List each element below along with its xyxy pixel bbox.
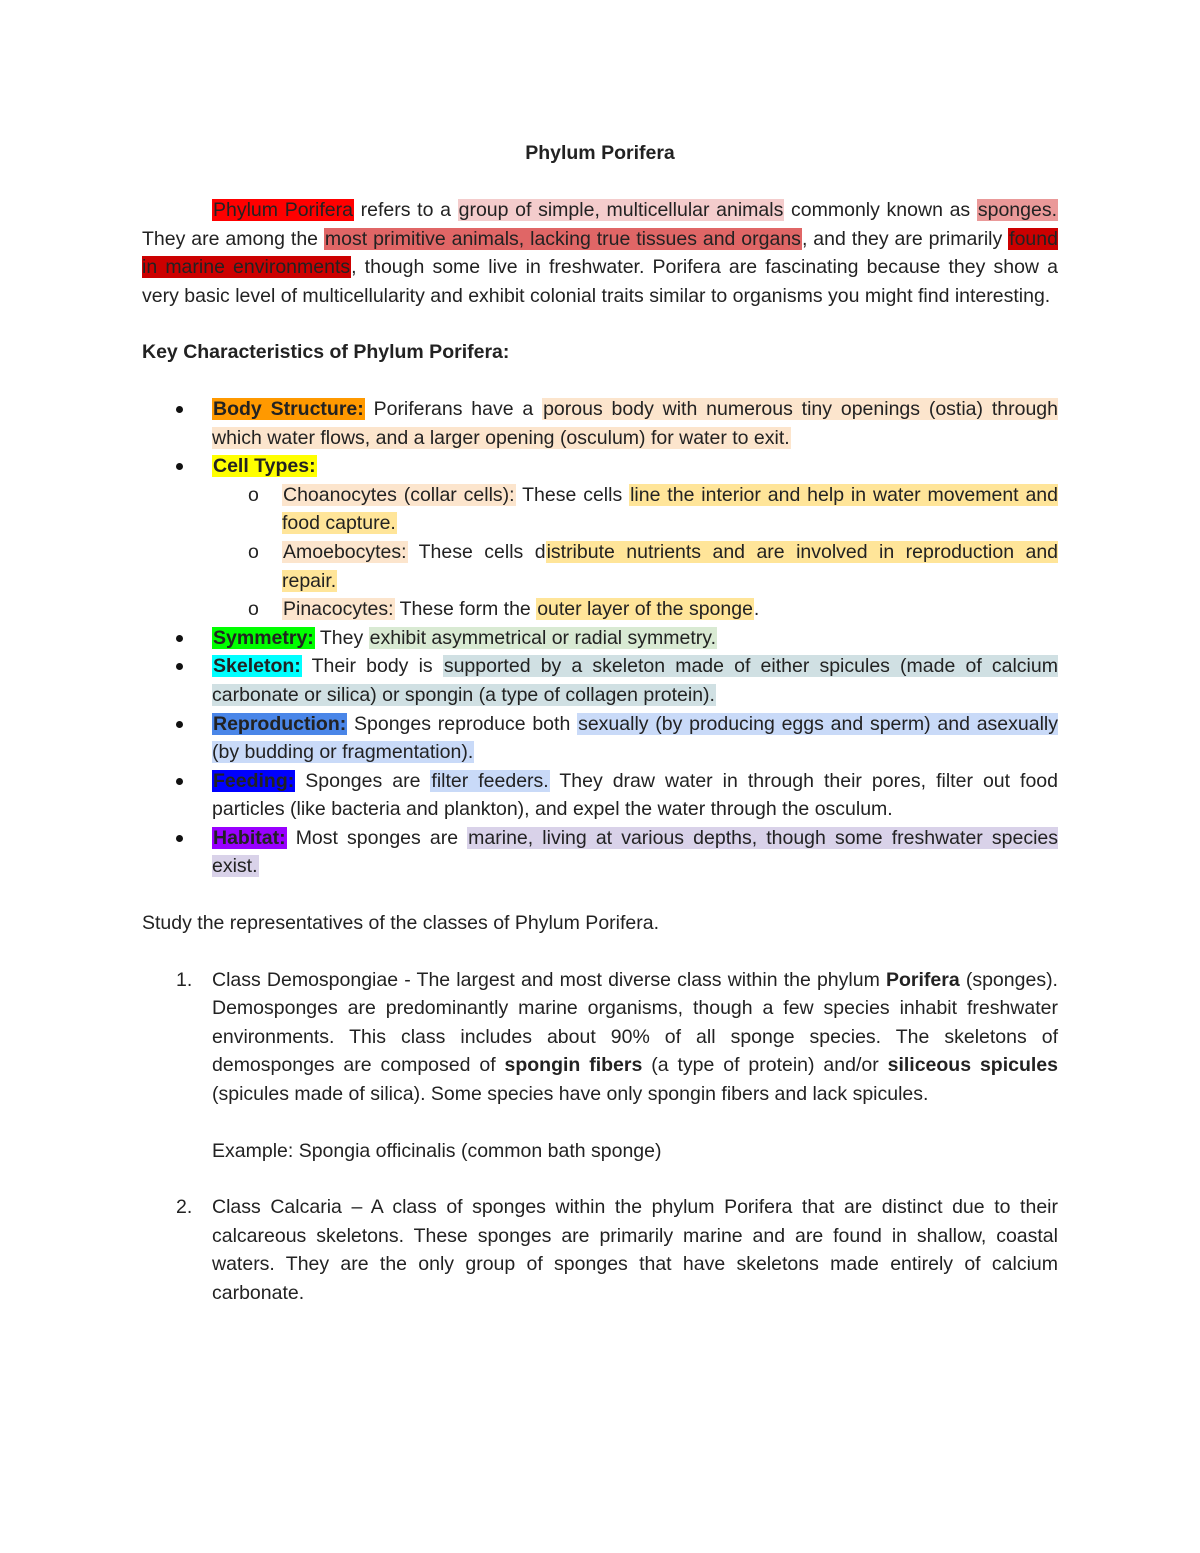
hl-sponges: sponges. — [977, 199, 1058, 221]
bold-term: siliceous spicules — [887, 1054, 1059, 1077]
bullet-icon — [176, 835, 183, 842]
list-item-skeleton — [212, 652, 1058, 709]
item-text: They — [314, 626, 369, 649]
class-text: Class Calcaria – A class of sponges within the phylum Porifera that are distinct due to their calcareous skeletons. These sponges are primarily marine and are found in shallow, coastal waters. They are the only group of sponges that have skeletons made entirely of calcium carbonate. — [212, 1196, 1058, 1304]
intro-text: They are among the — [142, 227, 324, 250]
bold-term: spongin fibers — [504, 1054, 643, 1077]
characteristics-list — [142, 395, 1058, 881]
item-text: Sponges reproduce both — [347, 712, 578, 735]
bullet-icon — [176, 406, 183, 413]
hl-choanocytes: line the interior and help in water movement and food capture. — [282, 483, 1058, 535]
bold-term: Porifera — [885, 968, 960, 991]
hl-skeleton: supported by a skeleton made of either spicules (made of calcium carbonate or silica) or spongin (a type of collagen protein). — [212, 655, 1058, 706]
list-item-reproduction — [212, 710, 1058, 767]
bullet-icon — [176, 721, 183, 728]
hl-pinacocytes: outer layer of the sponge — [537, 598, 753, 621]
hl-body-structure: porous body with numerous tiny openings (ostia) through which water flows, and a larger opening (osculum) for water to exit. — [212, 397, 1058, 449]
sub-item-amoebocytes — [248, 538, 1059, 595]
bullet-icon — [176, 663, 183, 670]
list-item-body-structure — [212, 395, 1058, 452]
hl-habitat: marine, living at various depths, though some freshwater species exist. — [212, 826, 1058, 878]
intro-text: , and they are primarily — [801, 227, 1009, 250]
hl-group: group of simple, multicellular animals — [458, 199, 784, 221]
intro-text: refers to a — [353, 199, 458, 221]
item-text: Their body is — [301, 655, 443, 678]
label-symmetry: Symmetry: — [213, 626, 314, 649]
hl-phylum-name: Phylum Porifera — [213, 199, 353, 221]
label-habitat: Habitat: — [213, 826, 286, 849]
class-item-demospongiae — [176, 966, 1059, 1166]
intro-paragraph — [142, 196, 1058, 310]
list-number: 2. — [176, 1196, 193, 1219]
term-pinacocytes: Pinacocytes: — [283, 598, 394, 621]
label-feeding: Feeding: — [213, 769, 295, 792]
study-instruction: Study the representatives of the classes of Phylum Porifera. — [142, 912, 660, 935]
item-text: These form the — [394, 598, 537, 621]
hl-primitive: most primitive animals, lacking true tissues and organs — [324, 227, 801, 250]
list-number: 1. — [176, 968, 193, 991]
term-amoebocytes: Amoebocytes: — [283, 540, 407, 563]
hl-amoebocytes: istribute nutrients and are involved in reproduction and repair. — [282, 540, 1059, 592]
example-demospongiae: Example: Spongia officinalis (common bath sponge) — [212, 1139, 662, 1162]
item-text: . — [753, 598, 760, 621]
list-item-feeding — [212, 767, 1058, 824]
cell-types-sublist — [212, 481, 1058, 624]
label-body-structure: Body Structure: — [213, 397, 364, 420]
intro-text: , though some live in freshwater. Porifera are fascinating because they show a very basic level of multicellularity and exhibit colonial traits similar to organisms you might find interesting. — [142, 256, 1058, 307]
item-text: These cells — [515, 483, 630, 506]
list-item-habitat — [212, 824, 1058, 881]
item-text: Poriferans have a — [364, 397, 543, 420]
hl-reproduction: sexually (by producing eggs and sperm) and asexually (by budding or fragmentation). — [212, 712, 1058, 764]
item-text: Most sponges are — [286, 826, 468, 849]
label-reproduction: Reproduction: — [213, 712, 347, 735]
hl-symmetry: exhibit asymmetrical or radial symmetry. — [369, 626, 717, 649]
item-text: They draw water in through their pores, filter out food particles (like bacteria and plankton), and expel the water through the osculum. — [212, 769, 1059, 821]
list-item-symmetry — [212, 624, 1058, 653]
term-choanocytes: Choanocytes (collar cells): — [283, 483, 515, 506]
sub-bullet-icon: o — [248, 598, 259, 621]
item-text: Sponges are — [295, 769, 431, 792]
bullet-icon — [176, 635, 183, 642]
sub-item-pinacocytes — [248, 595, 1058, 624]
hl-feeding: filter feeders. — [431, 769, 549, 792]
class-text: Class Demospongiae - The largest and most diverse class within the phylum — [212, 968, 886, 991]
document-title: Phylum Porifera — [525, 142, 675, 164]
list-item-cell-types — [212, 452, 1058, 624]
item-text: These cells d — [407, 540, 546, 563]
class-item-calcaria — [176, 1193, 1058, 1307]
label-skeleton: Skeleton: — [213, 655, 301, 678]
label-cell-types: Cell Types: — [213, 455, 316, 478]
bullet-icon — [176, 463, 183, 470]
sub-bullet-icon: o — [248, 540, 259, 563]
class-text: (a type of protein) and/or — [642, 1054, 888, 1077]
sub-bullet-icon: o — [248, 483, 259, 506]
hl-marine: found in marine environments — [142, 227, 1058, 279]
class-text: (spicules made of silica). Some species have only spongin fibers and lack spicules. — [212, 1083, 929, 1106]
classes-list — [142, 966, 1058, 1308]
key-characteristics-heading: Key Characteristics of Phylum Porifera: — [142, 341, 510, 364]
bullet-icon — [176, 778, 183, 785]
class-text: (sponges). Demosponges are predominantly marine organisms, though a few species inhabit freshwater environments. This class includes about 90% of all sponge species. The skeletons of demosponges are composed of — [212, 968, 1058, 1077]
intro-text: commonly known as — [784, 199, 977, 221]
sub-item-choanocytes — [248, 481, 1058, 538]
